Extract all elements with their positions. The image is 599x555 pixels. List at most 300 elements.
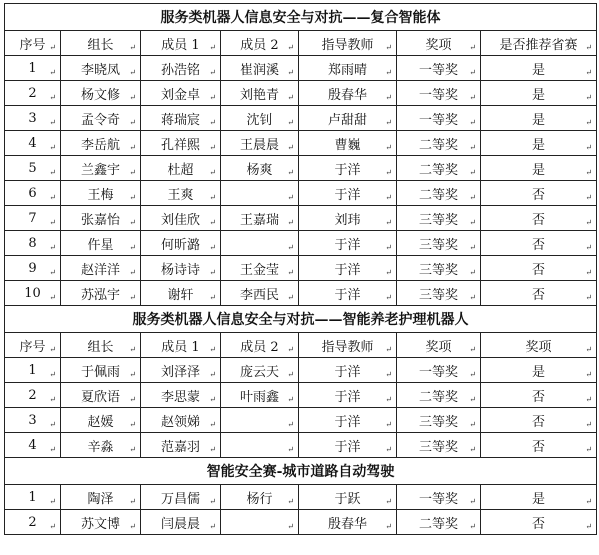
paragraph-mark: ↵ (469, 497, 476, 506)
paragraph-mark: ↵ (585, 370, 593, 379)
column-header-text: 成员 2 (240, 339, 279, 355)
paragraph-mark: ↵ (49, 445, 56, 454)
table-row (5, 281, 597, 306)
table-cell-text: 2 (28, 387, 37, 403)
table-cell (61, 81, 141, 106)
column-header (299, 31, 397, 56)
table-cell-text: 三等奖 (418, 212, 458, 228)
table-cell-text: 否 (532, 187, 546, 203)
table-cell-text: 李晓凤 (80, 62, 120, 78)
table-cell-text: 刘艳青 (239, 87, 279, 103)
section-title (5, 458, 597, 485)
table-cell-text: 8 (28, 235, 37, 251)
table-cell (221, 281, 299, 306)
column-header-text: 组长 (87, 339, 114, 355)
table-cell-text: 于洋 (334, 237, 361, 253)
paragraph-mark: ↵ (49, 370, 56, 379)
section-title-row (5, 306, 597, 333)
paragraph-mark: ↵ (129, 168, 136, 177)
paragraph-mark: ↵ (585, 218, 593, 227)
table-cell (299, 156, 397, 181)
table-cell-text: 刘玮 (334, 212, 361, 228)
table-cell (481, 106, 597, 131)
table-cell (299, 383, 397, 408)
table-cell-text: 殷春华 (327, 87, 367, 103)
table-cell-text: 王爽 (167, 187, 194, 203)
table-cell-text: 否 (532, 439, 546, 455)
table-cell (61, 281, 141, 306)
paragraph-mark: ↵ (209, 193, 216, 202)
column-header (481, 333, 597, 358)
table-row (5, 358, 597, 383)
table-cell (5, 281, 61, 306)
table-cell-text: 于洋 (334, 439, 361, 455)
table-cell (5, 231, 61, 256)
table-cell (481, 281, 597, 306)
column-header (481, 31, 597, 56)
paragraph-mark: ↵ (287, 522, 294, 531)
table-cell-text: 李思蒙 (160, 389, 200, 405)
awards-table (4, 3, 597, 535)
table-cell (5, 408, 61, 433)
paragraph-mark: ↵ (585, 445, 593, 454)
table-cell-text: 沈钊 (246, 112, 273, 128)
paragraph-mark: ↵ (129, 497, 136, 506)
table-cell-text: 4 (28, 135, 37, 151)
table-cell (397, 206, 481, 231)
table-row (5, 81, 597, 106)
table-cell (481, 485, 597, 510)
paragraph-mark: ↵ (585, 43, 593, 52)
table-cell-text: 二等奖 (418, 389, 458, 405)
paragraph-mark: ↵ (209, 345, 216, 354)
table-cell (221, 358, 299, 383)
table-cell-text: 三等奖 (418, 439, 458, 455)
paragraph-mark: ↵ (129, 345, 136, 354)
table-cell-text: 否 (532, 414, 546, 430)
paragraph-mark: ↵ (585, 345, 593, 354)
paragraph-mark: ↵ (385, 43, 392, 52)
table-cell-text: 辛淼 (87, 439, 114, 455)
paragraph-mark: ↵ (385, 268, 392, 277)
table-cell-text: 曹巍 (334, 137, 361, 153)
paragraph-mark: ↵ (129, 93, 136, 102)
table-cell (141, 81, 221, 106)
table-cell (221, 433, 299, 458)
table-row (5, 383, 597, 408)
table-cell-text: 否 (532, 237, 546, 253)
table-cell (397, 156, 481, 181)
table-cell (61, 358, 141, 383)
paragraph-mark: ↵ (287, 243, 294, 252)
table-cell (61, 408, 141, 433)
paragraph-mark: ↵ (209, 370, 216, 379)
table-cell-text: 庞云天 (239, 364, 279, 380)
paragraph-mark: ↵ (129, 395, 136, 404)
paragraph-mark: ↵ (469, 445, 476, 454)
paragraph-mark: ↵ (385, 395, 392, 404)
paragraph-mark: ↵ (585, 497, 593, 506)
table-cell-text: 杨文修 (80, 87, 120, 103)
paragraph-mark: ↵ (287, 118, 294, 127)
header-row (5, 31, 597, 56)
table-cell (299, 358, 397, 383)
table-row (5, 206, 597, 231)
table-cell (299, 81, 397, 106)
table-cell (5, 256, 61, 281)
paragraph-mark: ↵ (209, 268, 216, 277)
table-cell-text: 7 (28, 210, 37, 226)
table-cell (299, 56, 397, 81)
section-title-text: 智能安全赛-城市道路自动驾驶 (206, 464, 395, 480)
table-cell (61, 106, 141, 131)
paragraph-mark: ↵ (209, 93, 216, 102)
paragraph-mark: ↵ (585, 193, 593, 202)
paragraph-mark: ↵ (469, 118, 476, 127)
table-cell (481, 56, 597, 81)
table-cell-text: 否 (532, 262, 546, 278)
table-cell-text: 孙浩铭 (160, 62, 200, 78)
table-cell-text: 于佩雨 (80, 364, 120, 380)
paragraph-mark: ↵ (209, 497, 216, 506)
paragraph-mark: ↵ (49, 243, 56, 252)
paragraph-mark: ↵ (129, 68, 136, 77)
paragraph-mark: ↵ (49, 118, 56, 127)
table-row (5, 256, 597, 281)
table-cell (481, 131, 597, 156)
table-cell (299, 281, 397, 306)
table-cell-text: 1 (28, 60, 37, 76)
paragraph-mark: ↵ (385, 370, 392, 379)
header-row (5, 333, 597, 358)
column-header-text: 成员 1 (161, 37, 200, 53)
column-header-text: 序号 (19, 339, 46, 355)
table-cell-text: 是 (532, 162, 546, 178)
table-cell-text: 2 (28, 514, 37, 530)
paragraph-mark: ↵ (209, 445, 216, 454)
paragraph-mark: ↵ (469, 345, 476, 354)
paragraph-mark: ↵ (287, 293, 294, 302)
table-cell (61, 56, 141, 81)
table-cell (299, 206, 397, 231)
table-cell (481, 156, 597, 181)
table-cell-text: 王晨晨 (239, 137, 279, 153)
table-row (5, 181, 597, 206)
table-cell (141, 231, 221, 256)
paragraph-mark: ↵ (49, 68, 56, 77)
table-cell-text: 三等奖 (418, 287, 458, 303)
paragraph-mark: ↵ (385, 193, 392, 202)
paragraph-mark: ↵ (129, 43, 136, 52)
paragraph-mark: ↵ (129, 143, 136, 152)
paragraph-mark: ↵ (469, 93, 476, 102)
table-cell (397, 81, 481, 106)
table-cell-text: 赵媛 (87, 414, 114, 430)
table-cell (141, 358, 221, 383)
table-cell (61, 256, 141, 281)
paragraph-mark: ↵ (49, 395, 56, 404)
paragraph-mark: ↵ (385, 293, 392, 302)
column-header-text: 指导教师 (321, 339, 374, 355)
paragraph-mark: ↵ (49, 345, 56, 354)
paragraph-mark: ↵ (385, 445, 392, 454)
paragraph-mark: ↵ (469, 193, 476, 202)
table-cell-text: 1 (28, 489, 37, 505)
paragraph-mark: ↵ (287, 143, 294, 152)
table-cell (5, 181, 61, 206)
paragraph-mark: ↵ (585, 93, 593, 102)
paragraph-mark: ↵ (129, 293, 136, 302)
table-cell (299, 106, 397, 131)
table-row (5, 156, 597, 181)
paragraph-mark: ↵ (49, 168, 56, 177)
paragraph-mark: ↵ (129, 118, 136, 127)
section-title-text: 服务类机器人信息安全与对抗——智能养老护理机器人 (132, 312, 469, 328)
table-cell-text: 杨行 (246, 491, 273, 507)
table-cell (61, 206, 141, 231)
table-cell (299, 231, 397, 256)
paragraph-mark: ↵ (209, 218, 216, 227)
table-cell-text: 殷春华 (327, 516, 367, 532)
paragraph-mark: ↵ (209, 68, 216, 77)
table-cell (141, 433, 221, 458)
table-cell-text: 赵洋洋 (80, 262, 120, 278)
table-cell-text: 于洋 (334, 287, 361, 303)
paragraph-mark: ↵ (49, 218, 56, 227)
column-header (141, 333, 221, 358)
column-header-text: 成员 2 (240, 37, 279, 53)
table-cell (397, 131, 481, 156)
table-cell-text: 孟令奇 (80, 112, 120, 128)
table-cell (481, 358, 597, 383)
table-cell (221, 408, 299, 433)
table-cell (5, 206, 61, 231)
table-cell (397, 358, 481, 383)
column-header (397, 333, 481, 358)
table-row (5, 56, 597, 81)
paragraph-mark: ↵ (129, 218, 136, 227)
paragraph-mark: ↵ (385, 497, 392, 506)
table-cell-text: 王金莹 (239, 262, 279, 278)
table-cell (141, 181, 221, 206)
table-cell-text: 陶泽 (87, 491, 114, 507)
paragraph-mark: ↵ (129, 522, 136, 531)
table-cell (481, 433, 597, 458)
paragraph-mark: ↵ (585, 243, 593, 252)
column-header-text: 成员 1 (161, 339, 200, 355)
table-cell (141, 206, 221, 231)
table-cell (481, 408, 597, 433)
paragraph-mark: ↵ (209, 143, 216, 152)
paragraph-mark: ↵ (287, 370, 294, 379)
paragraph-mark: ↵ (209, 395, 216, 404)
table-cell-text: 何昕潞 (160, 237, 200, 253)
table-cell (141, 281, 221, 306)
table-cell-text: 10 (24, 285, 41, 301)
table-cell-text: 于洋 (334, 187, 361, 203)
paragraph-mark: ↵ (49, 43, 56, 52)
table-cell-text: 二等奖 (418, 137, 458, 153)
table-cell-text: 谢轩 (167, 287, 194, 303)
table-cell-text: 李西民 (239, 287, 279, 303)
paragraph-mark: ↵ (209, 293, 216, 302)
paragraph-mark: ↵ (585, 168, 593, 177)
table-cell (221, 131, 299, 156)
table-cell-text: 是 (532, 87, 546, 103)
table-cell (299, 131, 397, 156)
table-cell (397, 433, 481, 458)
table-cell-text: 刘泽泽 (160, 364, 200, 380)
section-title-row (5, 458, 597, 485)
section-title-row (5, 4, 597, 31)
table-cell (61, 510, 141, 535)
table-cell-text: 兰鑫宇 (80, 162, 120, 178)
paragraph-mark: ↵ (49, 193, 56, 202)
paragraph-mark: ↵ (49, 497, 56, 506)
table-cell-text: 是 (532, 62, 546, 78)
table-cell-text: 一等奖 (418, 491, 458, 507)
paragraph-mark: ↵ (287, 68, 294, 77)
table-cell-text: 4 (28, 437, 37, 453)
paragraph-mark: ↵ (49, 93, 56, 102)
paragraph-mark: ↵ (385, 168, 392, 177)
table-cell (221, 485, 299, 510)
table-cell-text: 否 (532, 287, 546, 303)
paragraph-mark: ↵ (585, 143, 593, 152)
column-header-text: 序号 (19, 37, 46, 53)
table-cell (221, 81, 299, 106)
table-cell (221, 510, 299, 535)
table-cell-text: 万昌儒 (160, 491, 200, 507)
table-cell (5, 106, 61, 131)
table-cell-text: 杨爽 (246, 162, 273, 178)
table-cell (221, 206, 299, 231)
table-cell (5, 156, 61, 181)
paragraph-mark: ↵ (469, 395, 476, 404)
column-header-text: 指导教师 (321, 37, 374, 53)
table-cell-text: 孔祥熙 (160, 137, 200, 153)
table-cell-text: 否 (532, 516, 546, 532)
table-cell-text: 否 (532, 212, 546, 228)
table-cell-text: 于洋 (334, 262, 361, 278)
paragraph-mark: ↵ (287, 168, 294, 177)
table-cell (5, 510, 61, 535)
paragraph-mark: ↵ (49, 143, 56, 152)
table-row (5, 433, 597, 458)
table-cell-text: 李岳航 (80, 137, 120, 153)
table-cell (221, 156, 299, 181)
paragraph-mark: ↵ (209, 420, 216, 429)
paragraph-mark: ↵ (469, 143, 476, 152)
table-cell (397, 56, 481, 81)
table-cell (5, 56, 61, 81)
table-cell (61, 231, 141, 256)
table-cell-text: 三等奖 (418, 237, 458, 253)
paragraph-mark: ↵ (585, 268, 593, 277)
paragraph-mark: ↵ (209, 522, 216, 531)
column-header (61, 333, 141, 358)
table-cell-text: 于跃 (334, 491, 361, 507)
table-cell (299, 433, 397, 458)
table-cell (5, 383, 61, 408)
table-cell-text: 一等奖 (418, 112, 458, 128)
table-row (5, 408, 597, 433)
table-cell-text: 刘金卓 (160, 87, 200, 103)
table-cell-text: 5 (28, 160, 37, 176)
table-cell-text: 王嘉瑞 (239, 212, 279, 228)
column-header-text: 奖项 (425, 339, 452, 355)
table-cell-text: 卢甜甜 (327, 112, 367, 128)
table-cell-text: 张嘉怡 (80, 212, 120, 228)
column-header (397, 31, 481, 56)
paragraph-mark: ↵ (585, 118, 593, 127)
table-cell-text: 9 (28, 260, 37, 276)
table-cell (397, 181, 481, 206)
paragraph-mark: ↵ (469, 370, 476, 379)
table-cell-text: 杨诗诗 (160, 262, 200, 278)
paragraph-mark: ↵ (209, 243, 216, 252)
table-cell (397, 281, 481, 306)
table-cell (221, 181, 299, 206)
table-cell (141, 156, 221, 181)
table-cell (61, 131, 141, 156)
paragraph-mark: ↵ (469, 218, 476, 227)
table-cell (481, 510, 597, 535)
table-cell-text: 1 (28, 362, 37, 378)
paragraph-mark: ↵ (49, 522, 56, 531)
paragraph-mark: ↵ (287, 268, 294, 277)
table-row (5, 106, 597, 131)
paragraph-mark: ↵ (287, 445, 294, 454)
table-cell (397, 485, 481, 510)
paragraph-mark: ↵ (469, 243, 476, 252)
paragraph-mark: ↵ (129, 193, 136, 202)
paragraph-mark: ↵ (385, 522, 392, 531)
table-cell (481, 81, 597, 106)
table-cell (221, 106, 299, 131)
column-header (5, 31, 61, 56)
table-cell (299, 485, 397, 510)
table-cell (397, 510, 481, 535)
table-cell-text: 夏欣语 (80, 389, 120, 405)
table-cell (221, 256, 299, 281)
table-cell (221, 231, 299, 256)
section-title (5, 4, 597, 31)
table-cell (5, 433, 61, 458)
paragraph-mark: ↵ (129, 370, 136, 379)
paragraph-mark: ↵ (129, 445, 136, 454)
table-cell-text: 叶雨鑫 (239, 389, 279, 405)
table-row (5, 485, 597, 510)
paragraph-mark: ↵ (469, 268, 476, 277)
table-cell (141, 131, 221, 156)
paragraph-mark: ↵ (49, 268, 56, 277)
table-cell-text: 二等奖 (418, 187, 458, 203)
table-cell-text: 于洋 (334, 364, 361, 380)
table-cell-text: 范嘉羽 (160, 439, 200, 455)
paragraph-mark: ↵ (469, 68, 476, 77)
paragraph-mark: ↵ (585, 420, 593, 429)
paragraph-mark: ↵ (287, 420, 294, 429)
table-cell-text: 二等奖 (418, 162, 458, 178)
table-cell-text: 杜超 (167, 162, 194, 178)
paragraph-mark: ↵ (287, 93, 294, 102)
table-cell-text: 6 (28, 185, 37, 201)
section-title (5, 306, 597, 333)
paragraph-mark: ↵ (585, 395, 593, 404)
paragraph-mark: ↵ (129, 268, 136, 277)
table-cell-text: 二等奖 (418, 516, 458, 532)
